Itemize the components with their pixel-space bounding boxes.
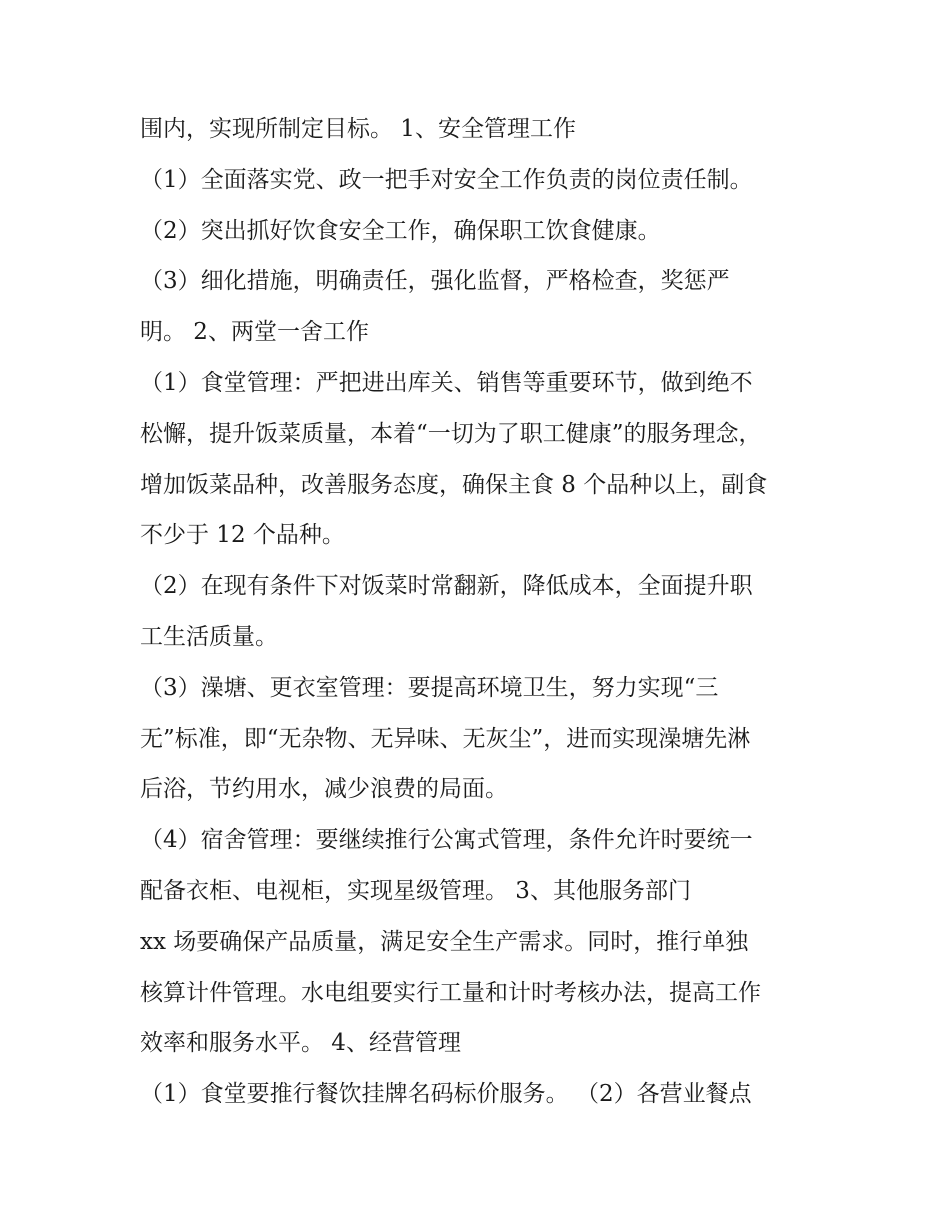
text-line: 无”标准，即“无杂物、无异味、无灰尘”，进而实现澡塘先淋: [140, 725, 751, 752]
text-line: xx 场要确保产品质量，满足安全生产需求。同时，推行单独: [140, 928, 749, 955]
text-line: 增加饭菜品种，改善服务态度，确保主食 8 个品种以上，副食: [140, 471, 768, 498]
text-line: （1）全面落实党、政一把手对安全工作负责的岗位责任制。: [140, 166, 753, 193]
text-line: （2）突出抓好饮食安全工作，确保职工饮食健康。: [140, 217, 661, 244]
text-line: 核算计件管理。水电组要实行工量和计时考核办法，提高工作: [140, 979, 761, 1006]
text-line: 配备衣柜、电视柜，实现星级管理。 3、其他服务部门: [140, 877, 691, 904]
text-line: （4）宿舍管理：要继续推行公寓式管理，条件允许时要统一: [140, 827, 753, 854]
document-body: [140, 106, 830, 1122]
text-line: 围内，实现所制定目标。 1、安全管理工作: [140, 116, 576, 142]
text-line: 工生活质量。: [140, 623, 278, 650]
text-line: （1）食堂管理：严把进出库关、销售等重要环节，做到绝不: [140, 369, 753, 396]
text-line: 后浴，节约用水，减少浪费的局面。: [140, 776, 508, 803]
text-line: （3）细化措施，明确责任，强化监督，严格检查，奖惩严: [140, 268, 730, 295]
text-line: 松懈，提升饭菜质量，本着“一切为了职工健康”的服务理念，: [140, 420, 762, 447]
text-line: 明。 2、两堂一舍工作: [140, 319, 369, 346]
text-line: 效率和服务水平。 4、经营管理: [140, 1030, 461, 1057]
text-line: （3）澡塘、更衣室管理：要提高环境卫生，努力实现“三: [140, 674, 719, 701]
text-line: （2）在现有条件下对饭菜时常翻新，降低成本，全面提升职: [140, 573, 753, 600]
text-line: 不少于 12 个品种。: [140, 522, 345, 549]
text-line: （1）食堂要推行餐饮挂牌名码标价服务。 （2）各营业餐点: [140, 1081, 752, 1108]
